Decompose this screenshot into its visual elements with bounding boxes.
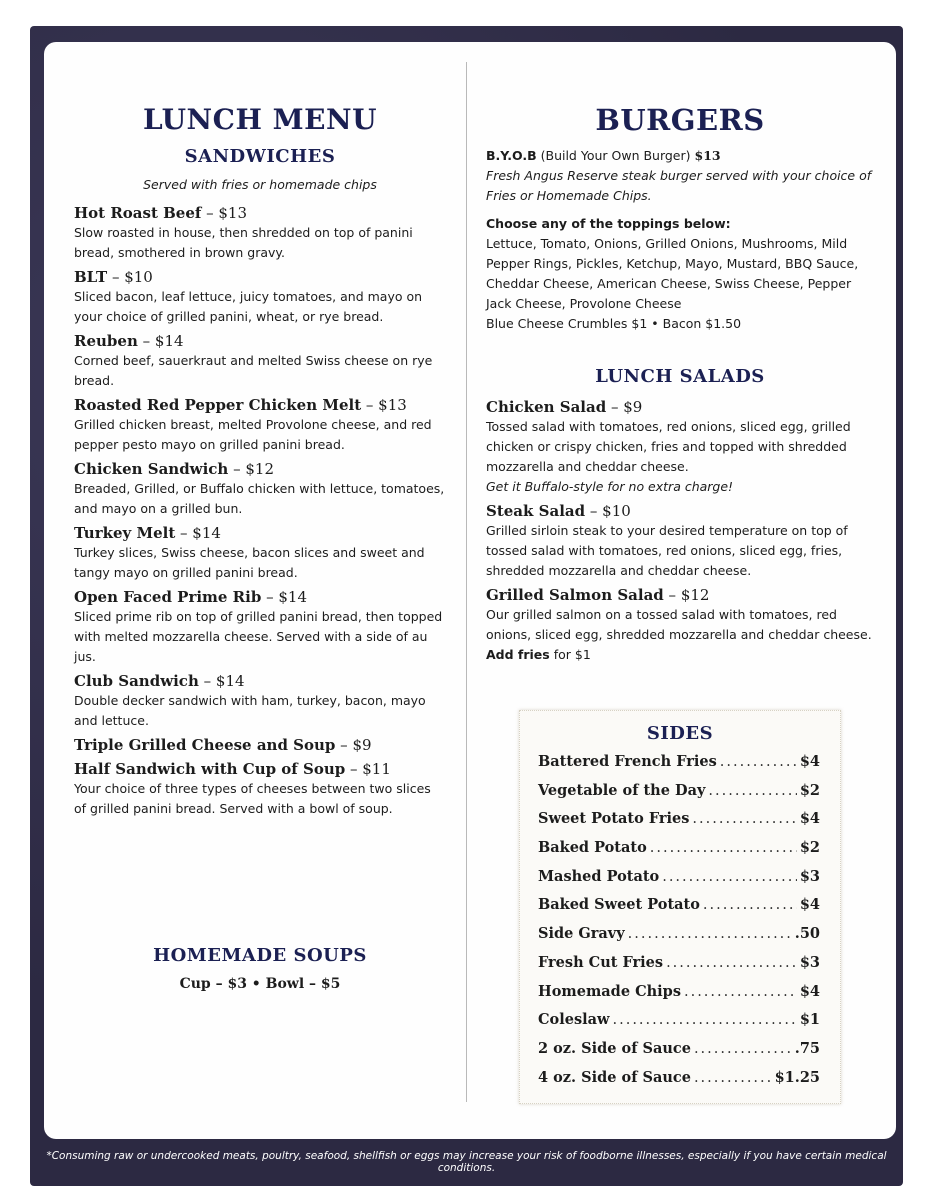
- sides-list: [538, 753, 820, 1097]
- item-name: Reuben: [74, 332, 138, 350]
- toppings-heading: Choose any of the toppings below:: [486, 216, 731, 231]
- byob-name: B.Y.O.B: [486, 148, 537, 163]
- side-name: 2 oz. Side of Sauce: [538, 1039, 691, 1057]
- item-name: Grilled Salmon Salad: [486, 586, 664, 604]
- item-price: – $12: [228, 460, 275, 478]
- item-price: – $13: [361, 396, 407, 414]
- item-name: Roasted Red Pepper Chicken Melt: [74, 396, 362, 414]
- item-description: Turkey slices, Swiss cheese, bacon slices and sweet and tangy mayo on grilled panini bread.: [74, 545, 425, 580]
- salads-heading: LUNCH SALADS: [595, 366, 765, 387]
- side-price: $4: [799, 753, 820, 770]
- side-row: [538, 896, 820, 925]
- sides-heading: SIDES: [646, 723, 714, 744]
- side-row: [538, 1069, 820, 1098]
- byob-detail: (Build Your Own Burger): [536, 148, 695, 163]
- item-description: Tossed salad with tomatoes, red onions, sliced egg, grilled chicken or crispy chicken, fries and topped with shredded mozzarella and cheddar cheese.: [486, 419, 851, 474]
- side-price: $3: [799, 953, 820, 971]
- item-description: Sliced prime rib on top of grilled panini bread, then topped with melted mozzarella cheese. Served with a side of au jus.: [74, 609, 443, 664]
- sandwiches-subtitle: Served with fries or homemade chips: [143, 177, 377, 192]
- side-name: 4 oz. Side of Sauce: [538, 1068, 691, 1086]
- item-name: Club Sandwich: [74, 672, 199, 690]
- side-price: $4: [799, 982, 820, 1000]
- item-description: Breaded, Grilled, or Buffalo chicken with lettuce, tomatoes, and mayo on a grilled bun.: [74, 481, 445, 516]
- side-price: $1: [799, 1011, 820, 1029]
- side-price: .50: [794, 925, 820, 943]
- side-row: [538, 954, 820, 983]
- side-price: $4: [799, 810, 820, 828]
- menu-item: [74, 459, 446, 519]
- item-price: – $10: [107, 268, 153, 286]
- item-description: Grilled chicken breast, melted Provolone cheese, and red pepper pesto mayo on grilled panini bread.: [74, 417, 432, 452]
- side-row: [538, 868, 820, 897]
- side-name: Battered French Fries: [538, 753, 717, 770]
- side-name: Side Gravy: [538, 925, 625, 943]
- item-description: Corned beef, sauerkraut and melted Swiss cheese on rye bread.: [74, 353, 433, 388]
- menu-item: [486, 501, 874, 581]
- item-name: Half Sandwich with Cup of Soup: [74, 760, 346, 778]
- toppings-extra: Blue Cheese Crumbles $1 • Bacon $1.50: [486, 316, 742, 331]
- item-name: Chicken Sandwich: [74, 460, 229, 478]
- side-name: Vegetable of the Day: [538, 781, 706, 799]
- side-row: [538, 1011, 820, 1040]
- item-price: – $14: [137, 332, 184, 350]
- menu-item: [74, 759, 446, 819]
- side-name: Coleslaw: [538, 1011, 610, 1029]
- sandwich-list: [74, 203, 446, 823]
- menu-item: [74, 267, 446, 327]
- side-name: Homemade Chips: [538, 982, 681, 1000]
- dot-leader: [708, 783, 796, 799]
- side-row: [538, 810, 820, 839]
- byob-item: [486, 146, 874, 206]
- soups-heading: HOMEMADE SOUPS: [153, 945, 367, 966]
- sandwiches-heading: SANDWICHES: [184, 146, 336, 167]
- item-name: Turkey Melt: [74, 524, 176, 542]
- item-name: Steak Salad: [486, 502, 586, 520]
- side-name: Mashed Potato: [538, 867, 660, 885]
- item-name: Chicken Salad: [486, 398, 607, 416]
- lunch-menu-title: LUNCH MENU: [142, 103, 377, 136]
- menu-item: [74, 523, 446, 583]
- item-price: – $9: [335, 736, 372, 754]
- item-name: Open Faced Prime Rib: [74, 588, 262, 606]
- food-safety-disclaimer: *Consuming raw or undercooked meats, poultry, seafood, shellfish or eggs may increase your risk of foodborne illnesses, especially if you have certain medical conditions.: [46, 1150, 887, 1174]
- toppings-list: Lettuce, Tomato, Onions, Grilled Onions, Mushrooms, Mild Pepper Rings, Pickles, Ketchup, Mayo, Mustard, BBQ Sauce, Cheddar Cheese, American Cheese, Swiss Cheese, Pepper Jack Cheese, Provolone Cheese: [486, 236, 859, 311]
- dot-leader: [703, 897, 797, 913]
- dot-leader: [694, 1070, 772, 1086]
- item-price: – $14: [175, 524, 221, 542]
- menu-item: [486, 585, 874, 665]
- side-name: Sweet Potato Fries: [538, 810, 690, 828]
- salad-list: [486, 397, 874, 669]
- menu-item: [74, 587, 446, 667]
- item-description: Slow roasted in house, then shredded on top of panini bread, smothered in brown gravy.: [74, 225, 413, 260]
- dot-leader: [666, 955, 797, 971]
- side-price: .75: [794, 1039, 820, 1057]
- item-note: Get it Buffalo-style for no extra charge!: [486, 479, 734, 494]
- byob-price: $13: [694, 148, 721, 163]
- side-price: $2: [799, 839, 820, 857]
- menu-item: [74, 735, 446, 755]
- toppings-block: [486, 214, 874, 334]
- side-price: $4: [799, 896, 820, 914]
- menu-item: [486, 397, 874, 497]
- dot-leader: [662, 869, 797, 885]
- dot-leader: [628, 926, 792, 942]
- item-description: Sliced bacon, leaf lettuce, juicy tomatoes, and mayo on your choice of grilled panini, wheat, or rye bread.: [74, 289, 423, 324]
- side-row: [538, 782, 820, 811]
- side-row: [538, 753, 820, 782]
- side-row: [538, 839, 820, 868]
- item-price: – $14: [198, 672, 245, 690]
- side-row: [538, 925, 820, 954]
- side-price: $1.25: [774, 1068, 820, 1086]
- side-name: Fresh Cut Fries: [538, 953, 664, 971]
- item-price: – $9: [606, 398, 643, 416]
- byob-description: Fresh Angus Reserve steak burger served with your choice of Fries or Homemade Chips.: [486, 168, 872, 203]
- side-price: $2: [799, 781, 820, 799]
- dot-leader: [650, 840, 797, 856]
- item-name: Triple Grilled Cheese and Soup: [74, 736, 336, 754]
- dot-leader: [692, 811, 796, 827]
- sides-card: [519, 710, 841, 1104]
- dot-leader: [720, 754, 797, 770]
- dot-leader: [684, 984, 797, 1000]
- item-description: Grilled sirloin steak to your desired temperature on top of tossed salad with tomatoes, red onions, sliced egg, fries, shredded mozzarella and cheddar cheese.: [486, 523, 848, 578]
- side-price: $3: [799, 867, 820, 885]
- menu-item: [74, 671, 446, 731]
- dot-leader: [694, 1041, 792, 1057]
- item-name: Hot Roast Beef: [74, 204, 202, 222]
- menu-item: [74, 331, 446, 391]
- item-price: – $13: [201, 204, 248, 222]
- side-name: Baked Sweet Potato: [538, 896, 700, 914]
- item-description: Your choice of three types of cheeses between two slices of grilled panini bread. Served with a bowl of soup.: [74, 781, 431, 816]
- item-price: – $10: [585, 502, 631, 520]
- side-row: [538, 983, 820, 1012]
- item-price: – $12: [663, 586, 710, 604]
- item-price: – $11: [345, 760, 391, 778]
- item-price: – $14: [261, 588, 308, 606]
- item-description: Our grilled salmon on a tossed salad with tomatoes, red onions, sliced egg, shredded mozzarella and cheddar cheese.: [486, 607, 872, 642]
- dot-leader: [613, 1012, 797, 1028]
- burgers-title: BURGERS: [595, 103, 765, 137]
- menu-item: [74, 395, 446, 455]
- column-divider: [466, 62, 467, 1102]
- addon-label: Add fries: [486, 647, 550, 662]
- item-description: Double decker sandwich with ham, turkey, bacon, mayo and lettuce.: [74, 693, 426, 728]
- addon-price: for $1: [549, 647, 591, 662]
- item-name: BLT: [74, 268, 108, 286]
- soups-prices: Cup – $3 • Bowl – $5: [179, 976, 341, 992]
- menu-item: [74, 203, 446, 263]
- side-row: [538, 1040, 820, 1069]
- side-name: Baked Potato: [538, 839, 647, 857]
